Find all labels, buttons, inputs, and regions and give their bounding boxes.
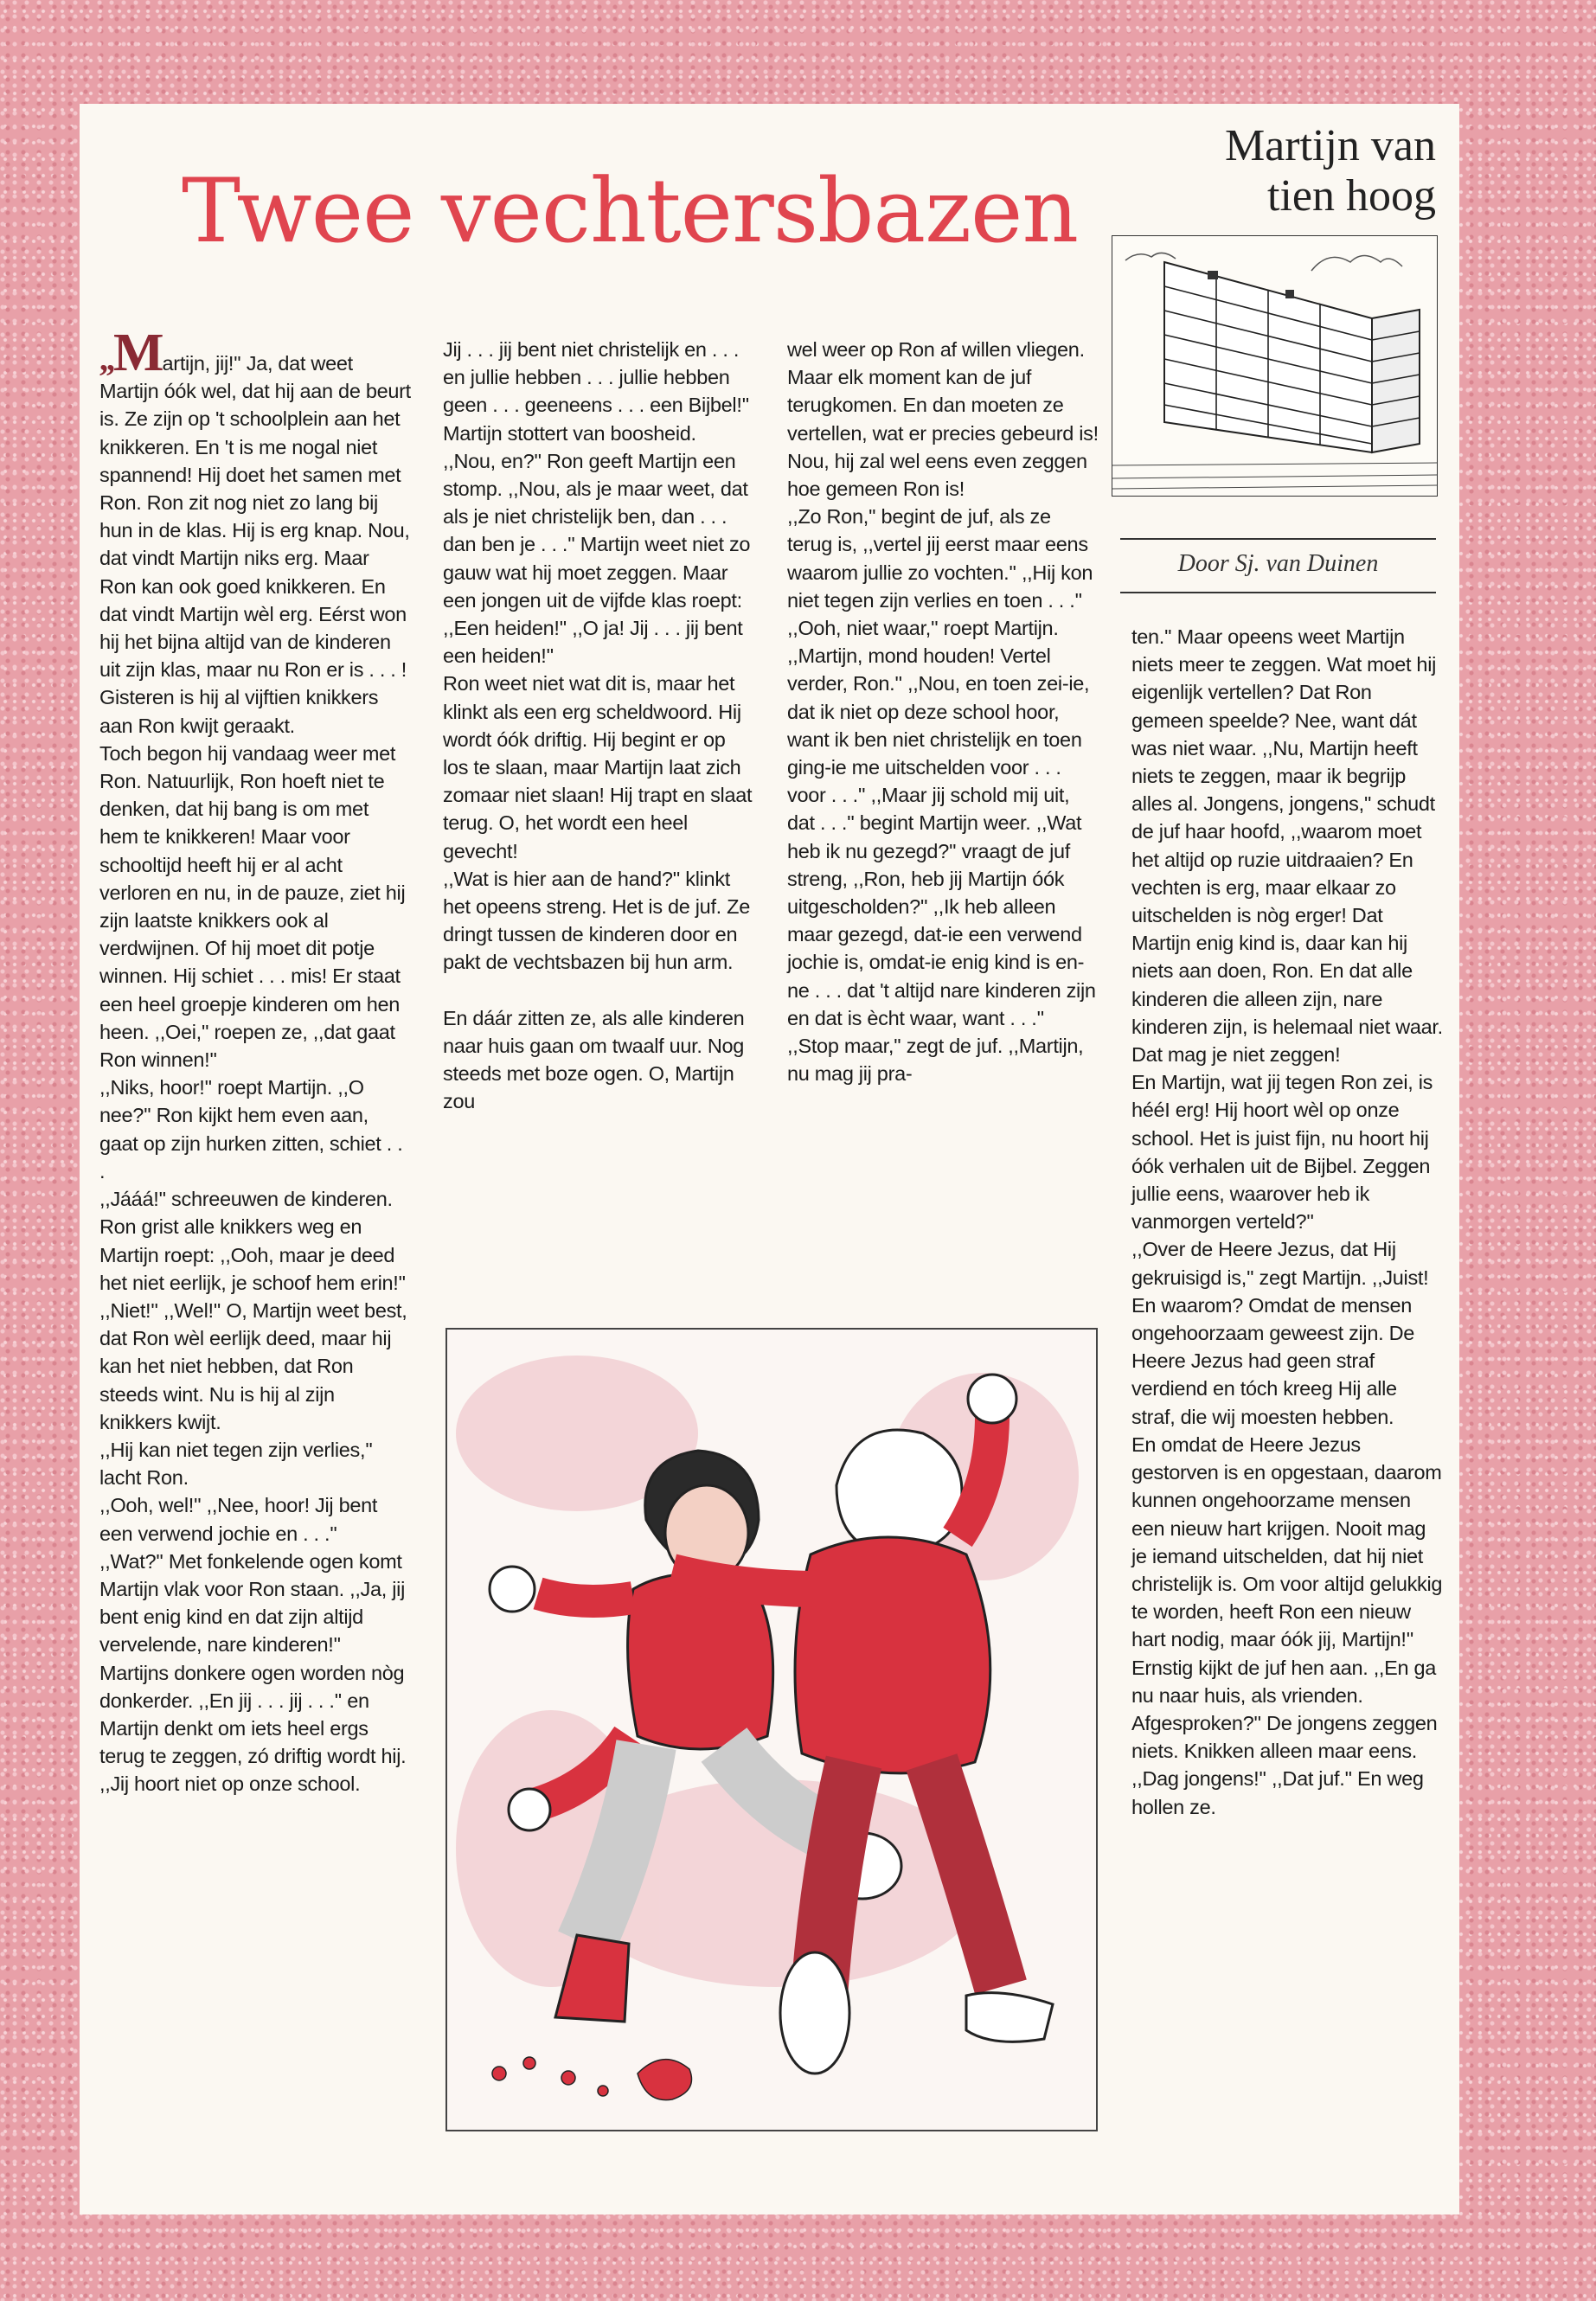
paragraph: ,,Jááá!'' schreeuwen de kinderen. Ron grist alle knikkers weg en Martijn roept: ,,Ooh, maar je deed het niet eerlijk, je schoof hem erin!'' — [99, 1188, 406, 1294]
paragraph: ,,Hij kan niet tegen zijn verlies,'' lacht Ron. — [99, 1438, 373, 1490]
paragraph: En omdat de Heere Jezus gestorven is en opgestaan, daarom kunnen ongehoorzame mensen een nieuw hart krijgen. Nooit mag je iemand uitschelden, dat hij niet christelijk is. Om voor altijd gelukkig te worden, heeft Ron een nieuw hart nodig, maar óók jij, Martijn!'' Ernstig kijkt de juf hen aan. ,,En ga nu naar huis, als vrienden. Afgesproken?'' De jongens zeggen niets. Knikken alleen maar eens. ,,Dag jongens!'' ,,Dat juf.'' En weg hollen ze. — [1131, 1433, 1443, 1818]
paragraph: En Martijn, wat jij tegen Ron zei, is hééI erg! Hij hoort wèl op onze school. Het is juist fijn, nu hoort hij óók verhalen uit de Bijbel. Zeggen jullie eens, waarover heb ik vanmorgen verteld?'' — [1131, 1071, 1433, 1234]
paragraph: ,,Ooh, niet waar,'' roept Martijn. ,,Martijn, mond houden! Vertel verder, Ron.'' ,,Nou, en toen zei-ie, dat ik niet op deze school hoor, want ik ben niet christelijk en toen ging-ie me uitschelden voor . . . voor . . .'' ,,Maar jij schold mij uit, dat . . .'' begint Martijn weer. ,,Wat heb ik nu gezegd?'' vraagt de juf streng, ,,Ron, heb jij Martijn óók uitgescholden?'' ,,Ik heb alleen maar gezegd, dat-ie een verwend jochie is, omdat-ie enig kind is en-ne . . . dat 't altijd nare kinderen zijn en dat is ècht waar, want . . .'' — [787, 617, 1096, 1029]
drop-cap-quote: ,, — [99, 339, 113, 378]
paragraph: Toch begon hij vandaag weer met Ron. Natuurlijk, Ron hoeft niet te denken, dat hij bang is om met hem te knikkeren! Maar voor schooltijd heeft hij er al acht verloren en nu, in de pauze, ziet hij zijn laatste knikkers ook al verdwijnen. Of hij moet dit potje winnen. Hij schiet . . . mis! Er staat een heel groepje kinderen om hen heen. ,,Oei,'' roepen ze, ,,dat gaat Ron winnen!'' — [99, 741, 406, 1072]
paragraph: ,,Over de Heere Jezus, dat Hij gekruisigd is,'' zegt Martijn. ,,Juist! En waarom? Omdat de mensen ongehoorzaam geweest zijn. De Heere Jezus had geen straf verdiend en tóch kreeg Hij alle straf, die wij moesten hebben. — [1131, 1238, 1429, 1428]
paragraph: wel weer op Ron af willen vliegen. Maar elk moment kan de juf terugkomen. En dan moeten ze vertellen, wat er precies gebeurd is! Nou, hij zal wel eens even zeggen hoe gemeen Ron is! — [787, 338, 1099, 501]
series-title — [1090, 121, 1436, 221]
text-column-4 — [1131, 623, 1443, 2137]
text-column-2 — [443, 336, 754, 1313]
paragraph: ,,Wat is hier aan de hand?'' klinkt het opeens streng. Het is de juf. Ze dringt tussen de kinderen door en pakt de vechtsbazen bij hun arm. — [443, 867, 750, 974]
drop-cap-letter: M — [113, 324, 163, 382]
paragraph: ,,Nou, en?'' Ron geeft Martijn een stomp. ,,Nou, als je maar weet, dat als je niet christelijk ben, dan . . . dan ben je . . .'' Martijn weet niet zo gauw wat hij moet zeggen. Maar een jongen uit de vijfde klas roept: ,,Een heiden!'' ,,O ja! Jij . . . jij bent een heiden!'' — [443, 449, 751, 668]
text-column-3 — [787, 336, 1099, 1313]
fighting-boys-illustration — [445, 1328, 1098, 2131]
paragraph: En dáár zitten ze, als alle kinderen naar huis gaan om twaalf uur. Nog steeds met boze ogen. O, Martijn zou — [443, 1006, 745, 1113]
paragraph: ,,Wat?'' Met fonkelende ogen komt Martijn vlak voor Ron staan. ,,Ja, jij bent enig kind en dat zijn altijd vervelende, nare kinderen!'' Martijns donkere ogen worden nòg donkerder. ,,En jij . . . jij . . .'' en Martijn denkt om iets heel ergs terug te zeggen, zó driftig wordt hij. ,,Jij hoort niet op onze school. — [99, 1549, 407, 1796]
article-title: Twee vechtersbazen — [182, 160, 1079, 263]
series-title-line-1: Martijn van — [1224, 121, 1436, 170]
byline: Door Sj. van Duinen — [1177, 550, 1379, 577]
paragraph: Ron weet niet wat dit is, maar het klinkt als een erg scheldwoord. Hij wordt óók driftig. Hij begint er op los te slaan, maar Martijn laat zich zomaar niet slaan! Hij trapt en slaat terug. O, het wordt een heel gevecht! — [443, 672, 753, 862]
apartment-building-drawing — [1112, 236, 1437, 496]
apartment-building-icon — [1112, 235, 1438, 497]
paragraph — [99, 324, 411, 740]
text-column-1 — [99, 324, 411, 2135]
paragraph: ,,Zo Ron,'' begint de juf, als ze terug is, ,,vertel jij eerst maar eens waarom jullie zo vochten.'' ,,Hij kon niet tegen zijn verlies en toen . . .'' — [787, 505, 1093, 612]
paragraph: Jij . . . jij bent niet christelijk en . . . en jullie hebben . . . jullie hebben geen . . . geeneens . . . een Bijbel!'' Martijn stottert van boosheid. — [443, 338, 749, 445]
paragraph: ,,Niet!'' ,,Wel!'' O, Martijn weet best, dat Ron wèl eerlijk deed, maar hij kan het niet hebben, dat Ron steeds wint. Nu is hij al zijn knikkers kwijt. — [99, 1298, 407, 1433]
paragraph-text: artijn, jij!'' Ja, dat weet Martijn óók wel, dat hij aan de beurt is. Ze zijn op 't schoolplein aan het knikkeren. En 't is me nogal niet spannend! Hij doet het samen met Ron. Ron zit nog niet zo lang bij hun in de klas. Hij is erg knap. Nou, dat vindt Martijn niks erg. Maar Ron kan ook goed knikkeren. En dat vindt Martijn wèl erg. Eérst won hij het bijna altijd van de kinderen uit zijn klas, maar nu Ron er is . . . ! Gisteren is hij al vijftien knikkers aan Ron kwijt geraakt. — [99, 352, 411, 737]
byline-box — [1120, 538, 1436, 593]
series-title-line-2: tien hoog — [1267, 171, 1436, 221]
paragraph: ,,Ooh, wel!'' ,,Nee, hoor! Jij bent een verwend jochie en . . .'' — [99, 1494, 378, 1545]
paragraph: ,,Stop maar,'' zegt de juf. ,,Martijn, nu mag jij pra- — [787, 1035, 1084, 1086]
paragraph: ,,Niks, hoor!'' roept Martijn. ,,O nee?'' Ron kijkt hem even aan, gaat op zijn hurken zitten, schiet . . . — [99, 1076, 403, 1183]
drop-cap — [99, 324, 163, 382]
paragraph: ten.'' Maar opeens weet Martijn niets meer te zeggen. Wat moet hij eigenlijk vertellen? Dat Ron gemeen speelde? Nee, want dát was niet waar. ,,Nu, Martijn heeft niets te zeggen, maar ik begrijp alles al. Jongens, jongens,'' schudt de juf haar hoofd, ,,waarom moet het altijd op ruzie uitdraaien? En vechten is erg, maar elkaar zo uitschelden is nòg erger! Dat Martijn enig kind is, daar kan hij niets aan doen, Ron. En dat alle kinderen die alleen zijn, nare kinderen zijn, is helemaal niet waar. Dat mag je niet zeggen! — [1131, 625, 1443, 1067]
illustration-drawing — [447, 1330, 1096, 2130]
